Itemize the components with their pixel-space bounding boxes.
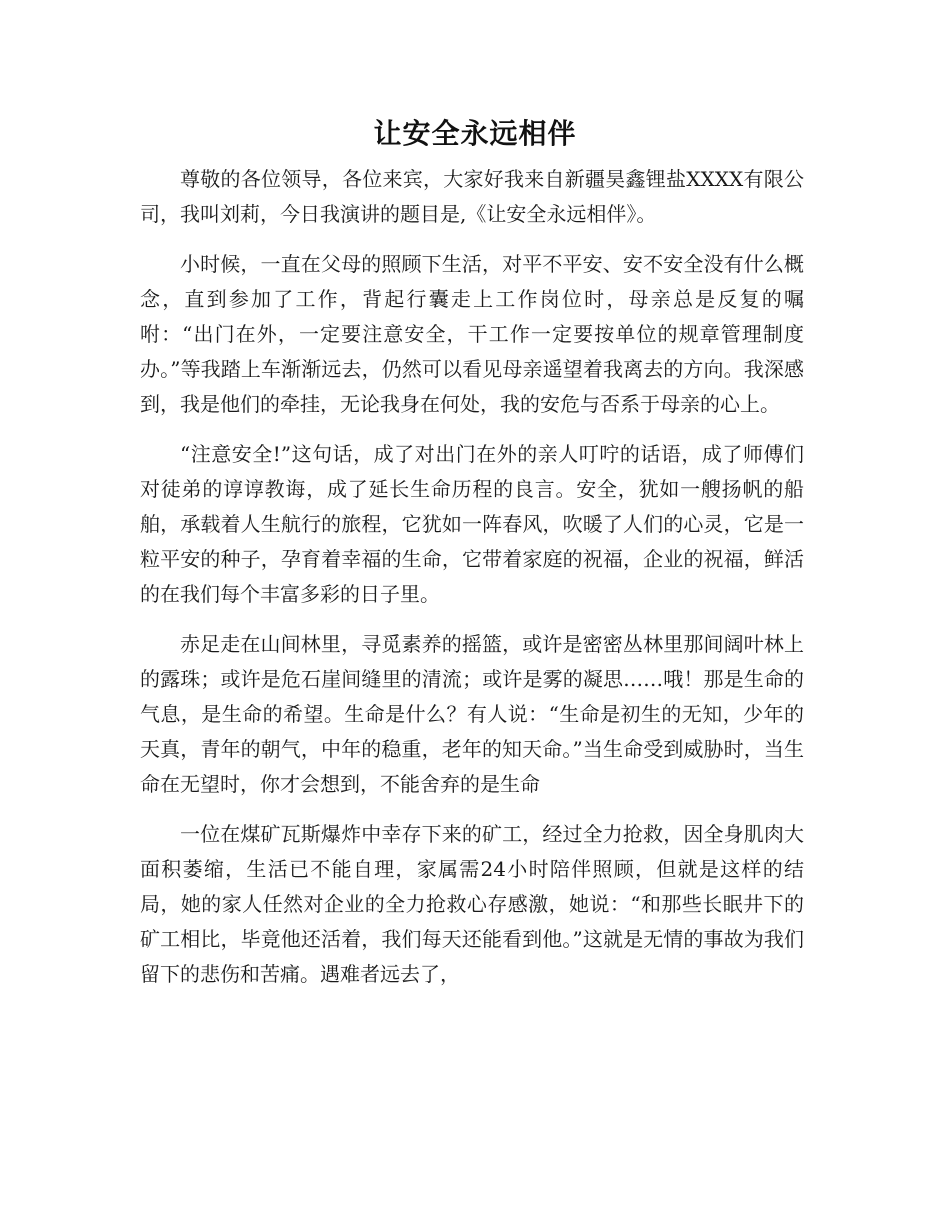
document-title: 让安全永远相伴: [373, 117, 577, 150]
paragraph-3: “注意安全!”这句话，成了对出门在外的亲人叮咛的话语，成了师傅们对徒弟的谆谆教诲，成了延长生命历程的良言。安全，犹如一艘扬帆的船舶，承载着人生航行的旅程，它犹如一阵春风，吹暖了人们的心灵，它是一粒平安的种子，孕育着幸福的生命，它带着家庭的祝福，企业的祝福，鲜活的在我们每个丰富多彩的日子里。: [140, 442, 804, 606]
paragraph-2: 小时候，一直在父母的照顾下生活，对平不平安、安不安全没有什么概念，直到参加了工作，背起行囊走上工作岗位时，母亲总是反复的嘱咐：“出门在外，一定要注意安全，干工作一定要按单位的规章管理制度办。”等我踏上车渐渐远去，仍然可以看见母亲遥望着我离去的方向。我深感到，我是他们的牵挂，无论我身在何处，我的安危与否系于母亲的心上。: [140, 252, 804, 416]
document-body: [140, 162, 804, 1007]
paragraph-1: 尊敬的各位领导，各位来宾，大家好我来自新疆昊鑫锂盐XXXX有限公司，我叫刘莉，今日我演讲的题目是,《让安全永远相伴》。: [140, 167, 804, 226]
paragraph-4: 赤足走在山间林里，寻觅素养的摇篮，或许是密密丛林里那间阔叶林上的露珠；或许是危石崖间缝里的清流；或许是雾的凝思……哦！那是生命的气息，是生命的希望。生命是什么？有人说：“生命是初生的无知，少年的天真，青年的朝气，中年的稳重，老年的知天命。”当生命受到威胁时，当生命在无望时，你才会想到，不能舍弃的是生命: [140, 632, 804, 796]
paragraph-5: 一位在煤矿瓦斯爆炸中幸存下来的矿工，经过全力抢救，因全身肌肉大面积萎缩，生活已不能自理，家属需24小时陪伴照顾，但就是这样的结局，她的家人任然对企业的全力抢救心存感激，她说：“和那些长眠井下的矿工相比，毕竟他还活着，我们每天还能看到他。”这就是无情的事故为我们留下的悲伤和苦痛。遇难者远去了，: [140, 822, 804, 986]
